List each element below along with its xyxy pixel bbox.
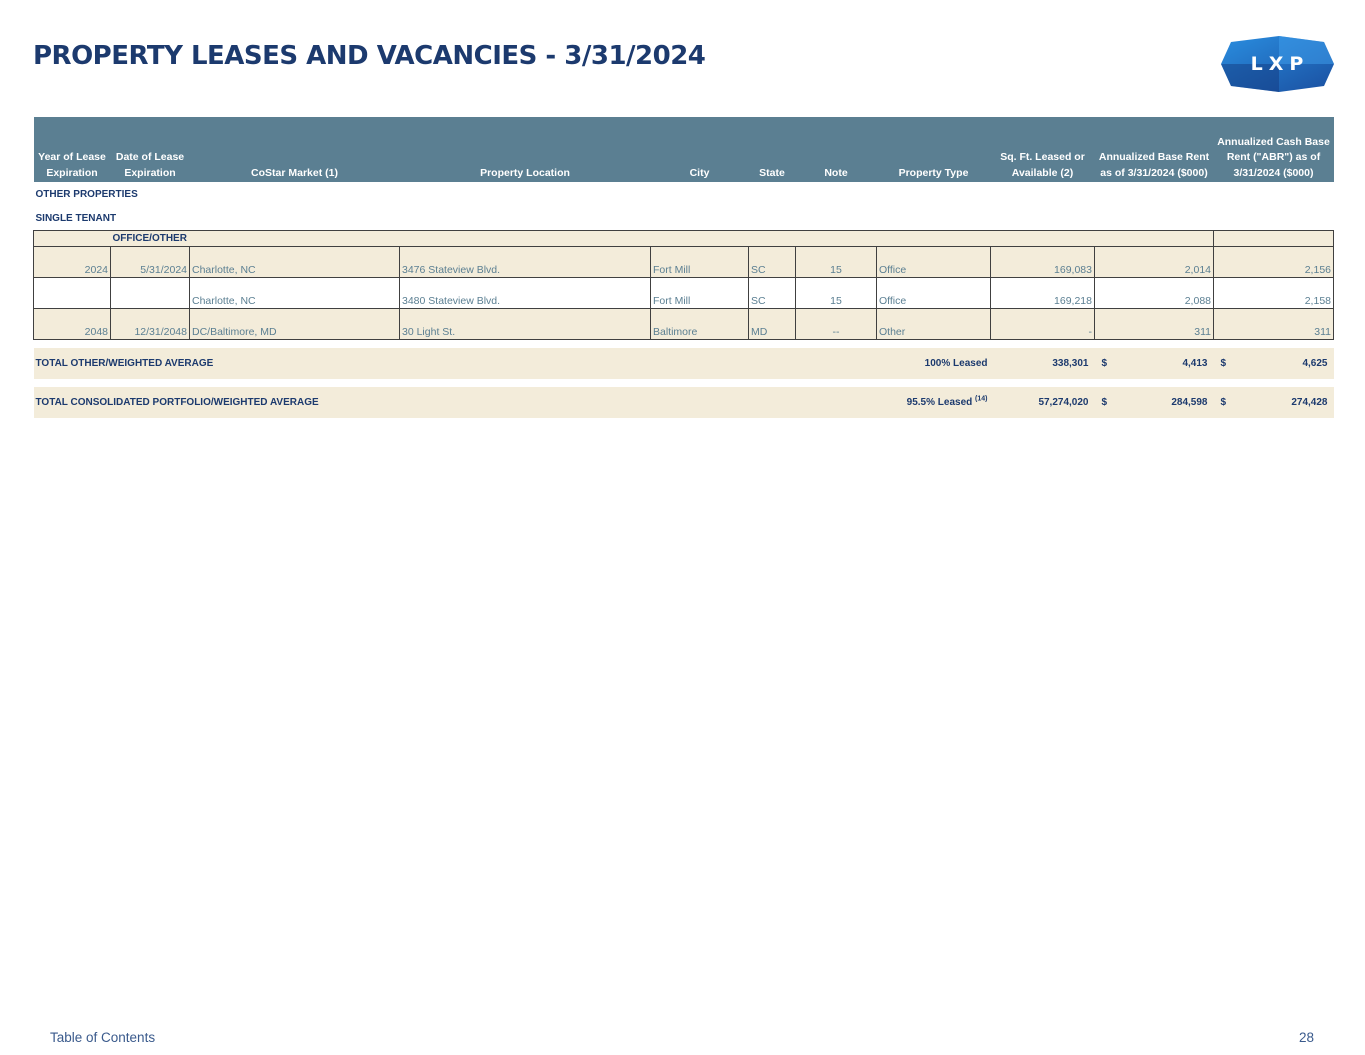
- cell-year: [34, 278, 111, 309]
- footnote-ref: (14): [975, 395, 988, 403]
- cell-cash-abr: 2,156: [1214, 247, 1334, 278]
- cell-year: 2024: [34, 247, 111, 278]
- total-cash-abr-cell: [1214, 387, 1334, 418]
- currency-symbol: $: [1220, 358, 1227, 369]
- section-single-tenant: SINGLE TENANT: [35, 212, 117, 224]
- leases-table: [33, 117, 1334, 418]
- cell-location: 3480 Stateview Blvd.: [400, 278, 651, 309]
- total-cash-abr: 4,625: [1302, 358, 1328, 369]
- logo-text: LXP: [1250, 53, 1310, 75]
- cell-location: 3476 Stateview Blvd.: [400, 247, 651, 278]
- cell-cash-abr: 2,158: [1214, 278, 1334, 309]
- header-cash-abr: Annualized Cash Base Rent ("ABR") as of 3/31/2024 ($000): [1214, 117, 1334, 182]
- header-market: CoStar Market (1): [190, 117, 400, 182]
- group-label: OFFICE/OTHER: [111, 231, 1214, 247]
- cell-sqft: -: [991, 309, 1095, 340]
- cell-abr: 2,088: [1095, 278, 1214, 309]
- currency-symbol: $: [1101, 358, 1108, 369]
- currency-symbol: $: [1220, 397, 1227, 408]
- total-sqft: 57,274,020: [991, 387, 1095, 418]
- total-label: TOTAL OTHER/WEIGHTED AVERAGE: [35, 358, 214, 369]
- cell-abr: 311: [1095, 309, 1214, 340]
- lxp-logo: [1221, 36, 1334, 92]
- cell-market: Charlotte, NC: [190, 247, 400, 278]
- page-number: 28: [1299, 1030, 1315, 1045]
- header-year: Year of Lease Expiration: [34, 117, 111, 182]
- header-city: City: [651, 117, 749, 182]
- total-abr: 284,598: [1171, 397, 1208, 408]
- group-row: [34, 231, 1334, 247]
- section-row: [34, 182, 1334, 206]
- total-label: TOTAL CONSOLIDATED PORTFOLIO/WEIGHTED AVERAGE: [35, 397, 319, 408]
- cell-note: --: [796, 309, 877, 340]
- table-of-contents-link[interactable]: Table of Contents: [50, 1030, 156, 1045]
- cell-cash-abr: 311: [1214, 309, 1334, 340]
- cell-city: Fort Mill: [651, 247, 749, 278]
- total-abr-cell: [1095, 387, 1214, 418]
- header-type: Property Type: [877, 117, 991, 182]
- cell-state: SC: [749, 278, 796, 309]
- header-row: [34, 117, 1334, 182]
- section-row: [34, 206, 1334, 231]
- total-leased: 100% Leased: [924, 358, 988, 369]
- total-row: [34, 387, 1334, 418]
- page-title: PROPERTY LEASES AND VACANCIES - 3/31/2024: [33, 41, 706, 71]
- total-sqft: 338,301: [991, 348, 1095, 379]
- cell-type: Other: [877, 309, 991, 340]
- cell-type: Office: [877, 247, 991, 278]
- cell-type: Office: [877, 278, 991, 309]
- header-location: Property Location: [400, 117, 651, 182]
- cell-sqft: 169,218: [991, 278, 1095, 309]
- cell-note: 15: [796, 247, 877, 278]
- cell-year: 2048: [34, 309, 111, 340]
- cell-date: [111, 278, 190, 309]
- cell-state: MD: [749, 309, 796, 340]
- total-cash-abr-cell: [1214, 348, 1334, 379]
- cell-city: Baltimore: [651, 309, 749, 340]
- cell-date: 12/31/2048: [111, 309, 190, 340]
- cell-date: 5/31/2024: [111, 247, 190, 278]
- cell-abr: 2,014: [1095, 247, 1214, 278]
- header-state: State: [749, 117, 796, 182]
- cell-sqft: 169,083: [991, 247, 1095, 278]
- header-sqft: Sq. Ft. Leased or Available (2): [991, 117, 1095, 182]
- total-label-cell: [34, 348, 991, 379]
- cell-city: Fort Mill: [651, 278, 749, 309]
- total-abr: 4,413: [1182, 358, 1208, 369]
- cell-market: Charlotte, NC: [190, 278, 400, 309]
- header-abr: Annualized Base Rent as of 3/31/2024 ($000): [1095, 117, 1214, 182]
- header-date: Date of Lease Expiration: [111, 117, 190, 182]
- total-row: [34, 348, 1334, 379]
- total-label-cell: [34, 387, 991, 418]
- section-other-properties: OTHER PROPERTIES: [35, 188, 138, 200]
- total-cash-abr: 274,428: [1291, 397, 1328, 408]
- table-row: [34, 247, 1334, 278]
- total-abr-cell: [1095, 348, 1214, 379]
- header-note: Note: [796, 117, 877, 182]
- cell-state: SC: [749, 247, 796, 278]
- cell-market: DC/Baltimore, MD: [190, 309, 400, 340]
- cell-location: 30 Light St.: [400, 309, 651, 340]
- total-leased: 95.5% Leased $^{(14)}$: [906, 395, 988, 408]
- cell-note: 15: [796, 278, 877, 309]
- table-row: [34, 309, 1334, 340]
- table-row: [34, 278, 1334, 309]
- currency-symbol: $: [1101, 397, 1108, 408]
